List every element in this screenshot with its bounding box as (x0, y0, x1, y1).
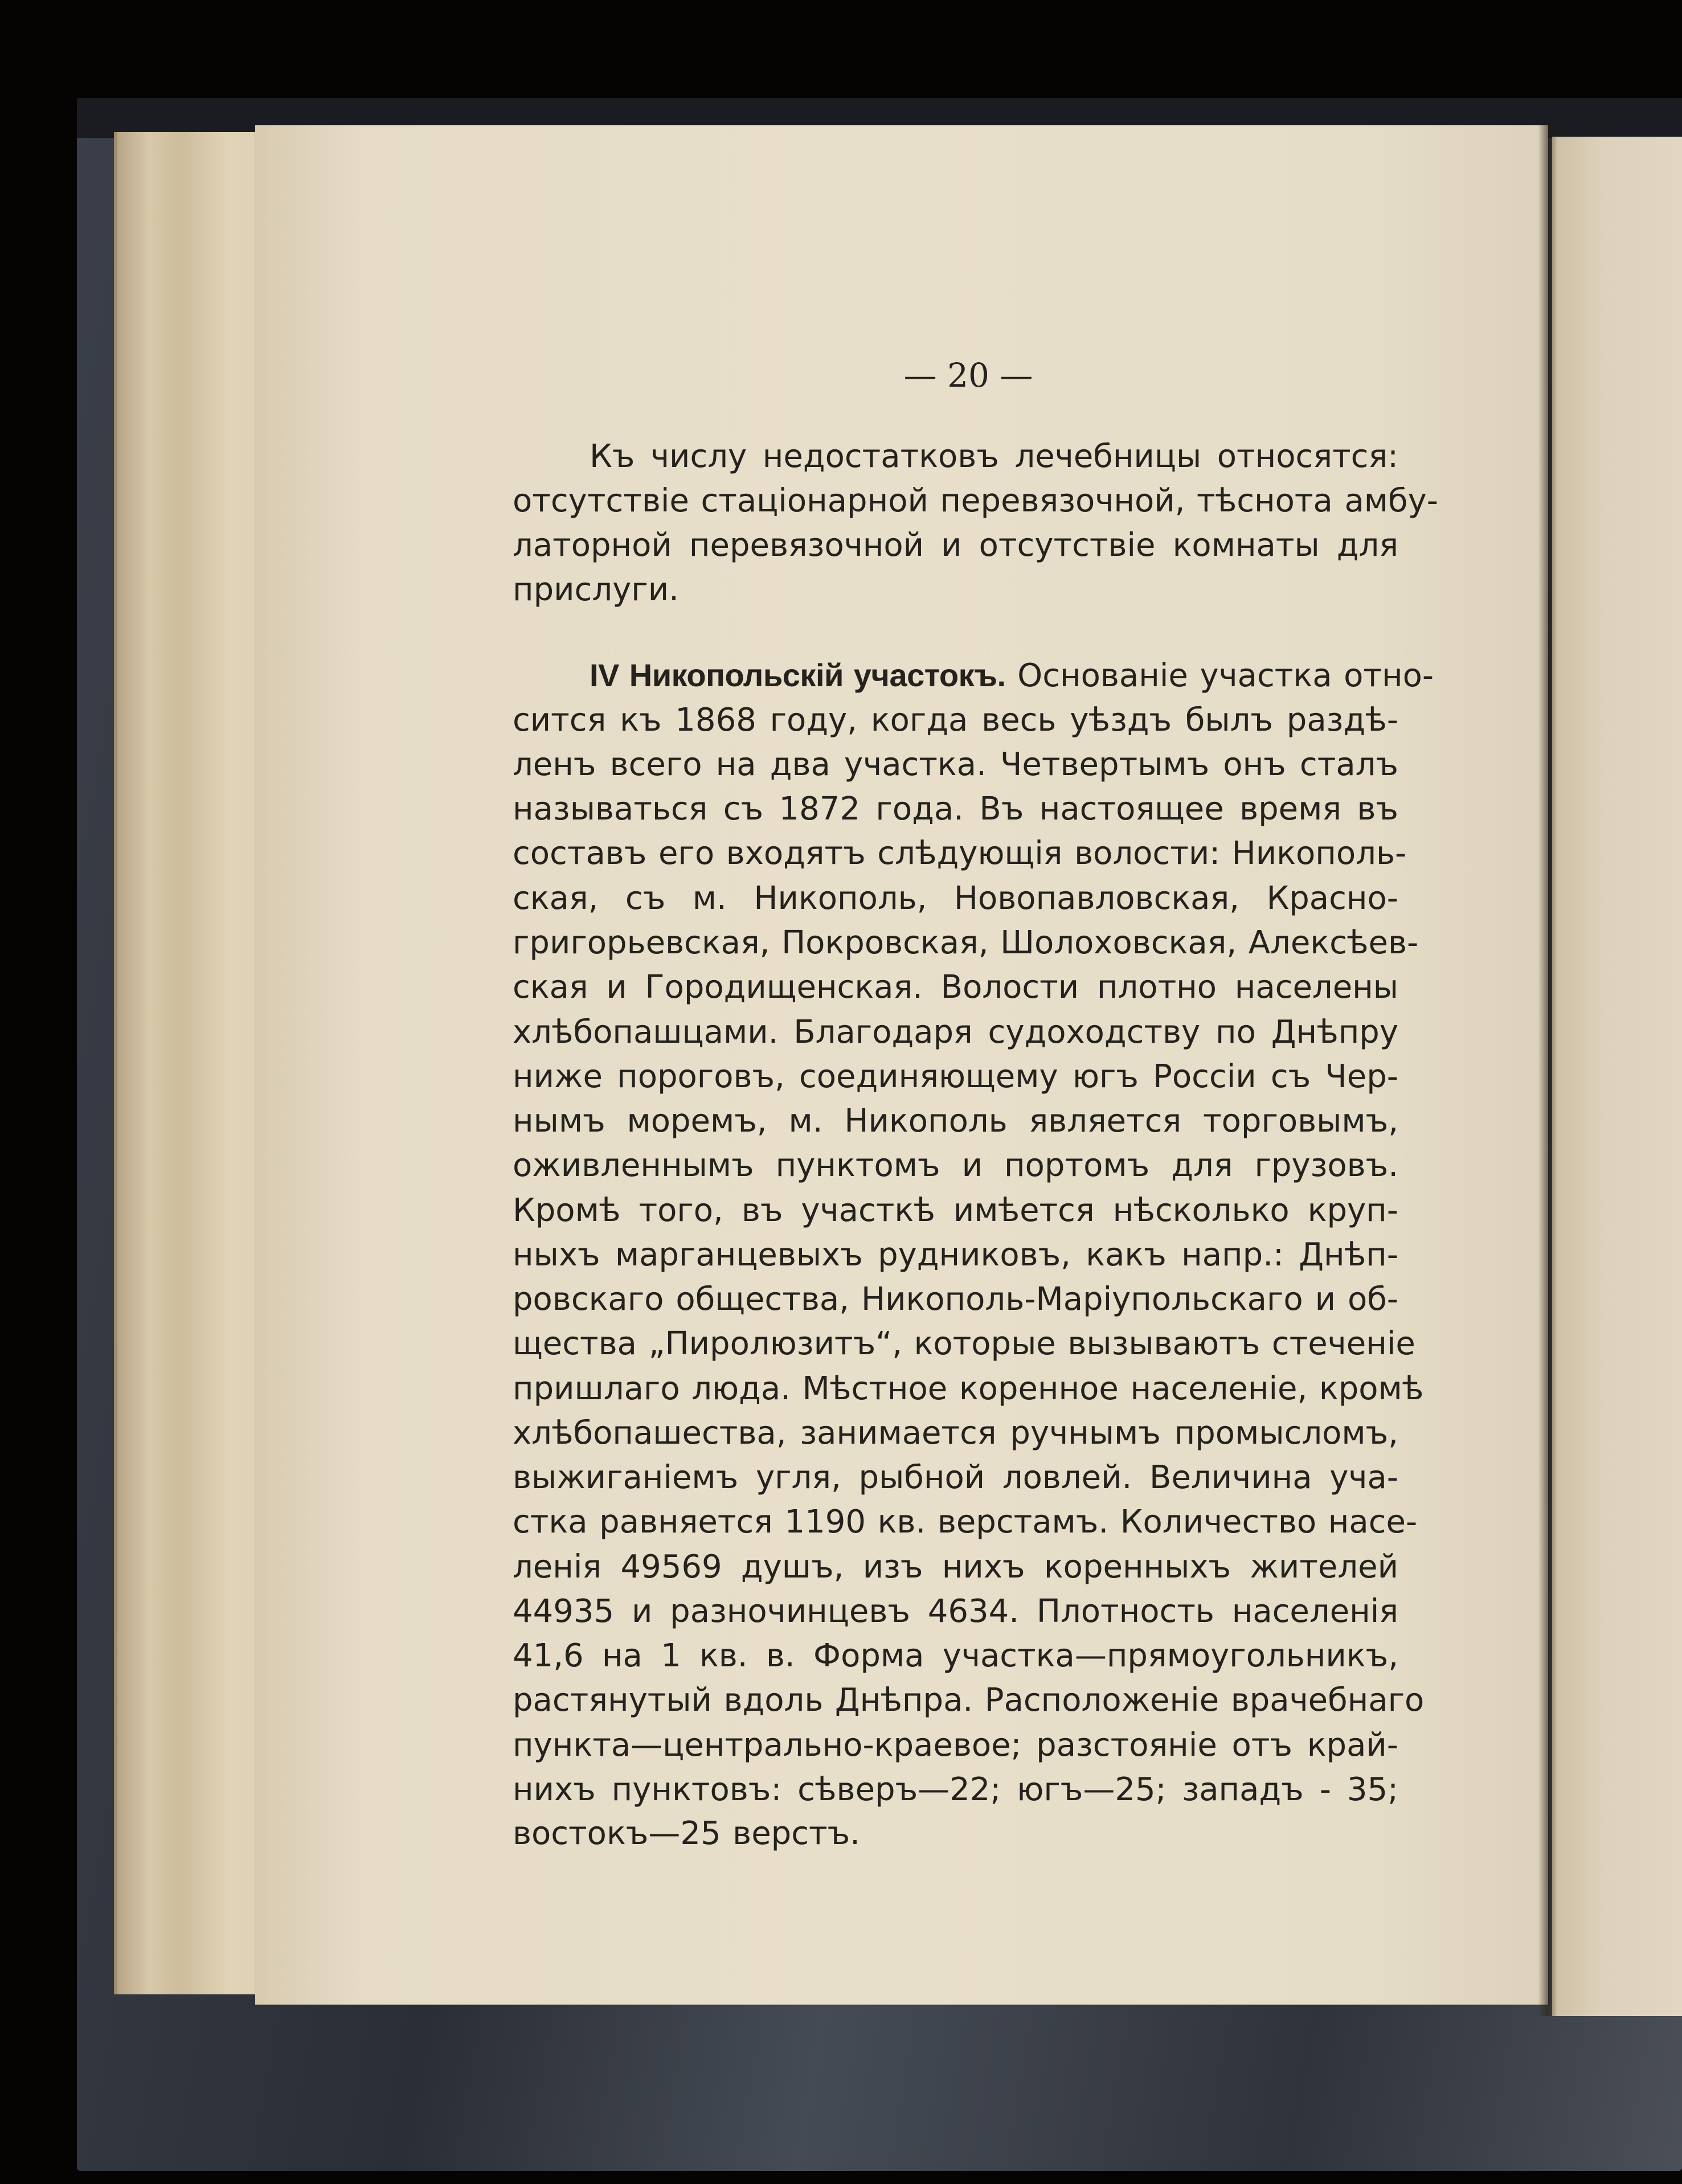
text-line (513, 1188, 1398, 1234)
text-line (513, 1232, 1398, 1278)
line-text: ленъ всего на два участка. Четвертымъ онъ сталъ (513, 746, 1398, 783)
page-gutter-shadow (1538, 125, 1557, 2016)
line-text: Къ числу недостатковъ лечебницы относятся: (590, 438, 1398, 475)
text-line (513, 698, 1398, 743)
line-text: ленія 49569 душъ, изъ нихъ коренныхъ жителей (513, 1548, 1398, 1585)
line-text: ниже пороговъ, соединяющему югъ Россіи съ Чер- (513, 1058, 1398, 1095)
text-line (513, 965, 1398, 1010)
text-line (513, 1678, 1425, 1723)
line-text: составъ его входятъ слѣдующія волости: Никополь- (513, 835, 1407, 872)
line-text: называться съ 1872 года. Въ настоящее время въ (513, 790, 1398, 827)
text-line (513, 1589, 1398, 1634)
text-line (513, 1099, 1398, 1144)
text-line (513, 523, 1398, 568)
text-line (513, 1143, 1398, 1189)
line-text: Основаніе участка отно- (1017, 657, 1434, 694)
line-text: ская, съ м. Никополь, Новопавловская, Красно- (513, 880, 1398, 917)
text-line (513, 1811, 1398, 1857)
page-number: — 20 — (903, 356, 1033, 395)
text-line (513, 1366, 1424, 1412)
line-text: нымъ моремъ, м. Никополь является торговымъ, (513, 1103, 1398, 1140)
line-text: сится къ 1868 году, когда весь уѣздъ былъ раздѣ- (513, 702, 1398, 739)
line-text: стка равняется 1190 кв. верстамъ. Количество насе- (513, 1503, 1418, 1540)
line-text: прислуги. (513, 571, 679, 608)
section-heading: IV Никопольскій участокъ. (590, 657, 1006, 693)
text-line (513, 1411, 1398, 1456)
facing-page (1552, 137, 1682, 2016)
text-line (513, 1723, 1398, 1768)
text-line (513, 876, 1398, 921)
text-line (513, 1544, 1398, 1590)
line-text: отсутствіе стаціонарной перевязочной, тѣснота амбу- (513, 482, 1438, 519)
line-text: 44935 и разночинцевъ 4634. Плотность населенія (513, 1593, 1398, 1630)
text-line (590, 653, 1434, 698)
line-text: растянутый вдоль Днѣпра. Расположеніе врачебнаго (513, 1682, 1425, 1719)
text-line (513, 478, 1438, 524)
text-line (513, 1321, 1415, 1367)
page-stack-edge (114, 132, 277, 1994)
line-text: пункта—центрально-краевое; разстояніе отъ край- (513, 1727, 1398, 1764)
line-text: нихъ пунктовъ: сѣверъ—22; югъ—25; западъ - 35; (513, 1771, 1398, 1808)
line-text: 41,6 на 1 кв. в. Форма участка—прямоугольникъ, (513, 1637, 1398, 1674)
text-line (513, 567, 1398, 613)
line-text: григорьевская, Покровская, Шолоховская, Алексѣев- (513, 924, 1419, 961)
text-line (590, 434, 1398, 480)
text-line (513, 831, 1407, 876)
line-text: щества „Пиролюзитъ“, которые вызываютъ стеченіе (513, 1325, 1415, 1362)
text-line (513, 1054, 1398, 1100)
line-text: хлѣбопашцами. Благодаря судоходству по Днѣпру (513, 1014, 1398, 1051)
line-text: востокъ—25 верстъ. (513, 1815, 860, 1852)
text-line (513, 786, 1398, 832)
text-line (513, 1277, 1398, 1322)
line-text: ская и Городищенская. Волости плотно населены (513, 969, 1398, 1006)
line-text: ровскаго общества, Никополь-Маріупольскаго и об- (513, 1281, 1398, 1318)
text-line (513, 1010, 1398, 1055)
text-line (513, 1767, 1398, 1813)
line-text: оживленнымъ пунктомъ и портомъ для грузовъ. (513, 1147, 1398, 1184)
line-text: хлѣбопашества, занимается ручнымъ промысломъ, (513, 1415, 1398, 1452)
line-text: Кромѣ того, въ участкѣ имѣется нѣсколько круп- (513, 1192, 1398, 1229)
text-line (513, 920, 1419, 966)
text-line (513, 1633, 1398, 1679)
line-text: ныхъ марганцевыхъ рудниковъ, какъ напр.: Днѣп- (513, 1236, 1398, 1273)
line-text: латорной перевязочной и отсутствіе комнаты для (513, 527, 1398, 564)
line-text: выжиганіемъ угля, рыбной ловлей. Величина уча- (513, 1459, 1398, 1496)
text-line (513, 742, 1398, 788)
text-line (513, 1499, 1418, 1545)
text-line (513, 1455, 1398, 1501)
line-text: пришлаго люда. Мѣстное коренное населеніе, кромѣ (513, 1370, 1424, 1407)
